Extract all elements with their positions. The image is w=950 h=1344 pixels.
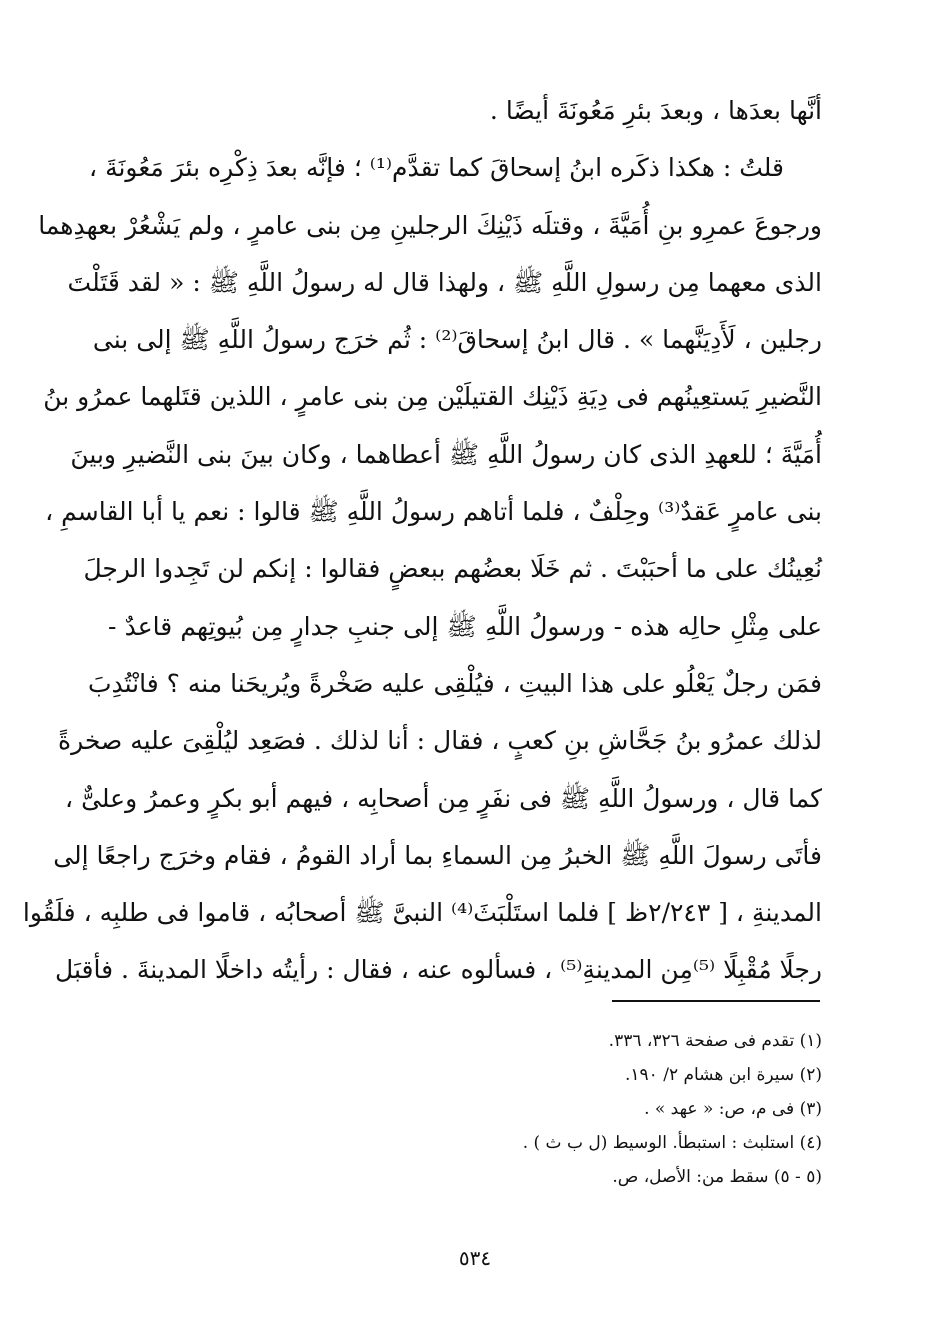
text-line: ورجوعَ عمرِو بنِ أُمَيَّةَ ، وقتلَه ذَيْنِكَ الرجلينِ مِن بنى عامرٍ ، ولم يَشْعُرْ بعهدِهما [38, 210, 822, 240]
text-line: رجلًا مُقْبِلًا ⁽⁵⁾مِن المدينةِ⁽⁵⁾ ، فسألوه عنه ، فقال : رأيتُه داخلًا المدينةَ . فأقبَل [55, 955, 822, 985]
footnote-separator [612, 1000, 820, 1002]
footnote: (٣) فى م، ص: « عهد » . [644, 1099, 822, 1119]
text-line: فأتَى رسولَ اللَّهِ ﷺ الخبرُ مِن السماءِ بما أراد القومُ ، فقام وخرَج راجعًا إلى [53, 840, 822, 870]
text-line: فمَن رجلٌ يَعْلُو على هذا البيتِ ، فيُلْقِى عليه صَخْرةً ويُريحَنا منه ؟ فانْتُدِبَ [87, 668, 822, 698]
footnote: (١) تقدم فى صفحة ٣٢٦، ٣٣٦. [608, 1031, 822, 1051]
text-line: نُعِينُك على ما أحبَبْتَ . ثم خَلَا بعضُهم ببعضٍ فقالوا : إنكم لن تَجِدوا الرجلَ [83, 554, 822, 584]
text-line: أُمَيَّةَ ؛ للعهدِ الذى كان رسولُ اللَّهِ ﷺ أعطاهما ، وكان بينَ بنى النَّضيرِ وبينَ [70, 439, 822, 469]
text-line: المدينةِ ، [ ٢/٢٤٣ظ ] فلما استَلْبَثَ⁽⁴⁾ النبىَّ ﷺ أصحابُه ، قاموا فى طلبِه ، فلَقُوا [22, 898, 822, 928]
text-line: رجلين ، لَأَدِيَنَّهما » . قال ابنُ إسحاقَ⁽²⁾ : ثُم خرَج رسولُ اللَّهِ ﷺ إلى بنى [92, 325, 822, 355]
text-line: لذلك عمرُو بنُ جَحَّاشِ بنِ كعبٍ ، فقال : أنا لذلك . فصَعِد ليُلْقِىَ عليه صخرةً [58, 726, 822, 756]
footnote: (٥ - ٥) سقط من: الأصل، ص. [612, 1167, 822, 1187]
text-line: بنى عامرٍ عَقدٌ⁽³⁾ وحِلْفٌ ، فلما أتاهم رسولُ اللَّهِ ﷺ قالوا : نعم يا أبا القاسمِ ، [45, 497, 822, 527]
text-line: أنَّها بعدَها ، وبعدَ بئرِ مَعُونَةَ أيضًا . [489, 96, 822, 125]
page-number: ٥٣٤ [458, 1246, 492, 1270]
footnote: (٤) استلبث : استبطأ. الوسيط (ل ب ث ) . [522, 1133, 822, 1153]
footnote: (٢) سيرة ابن هشام ٢/ ١٩٠. [624, 1065, 822, 1085]
text-line: قلتُ : هكذا ذكَره ابنُ إسحاقَ كما تقدَّم⁽¹⁾ ؛ فإنَّه بعدَ ذِكْرِه بئرَ مَعُونَةَ ، [89, 153, 784, 183]
text-line: الذى معهما مِن رسولِ اللَّهِ ﷺ ، ولهذا قال له رسولُ اللَّهِ ﷺ : « لقد قَتَلْتَ [67, 267, 822, 297]
main-text [22, 82, 822, 999]
text-line: كما قال ، ورسولُ اللَّهِ ﷺ فى نفَرٍ مِن أصحابِه ، فيهم أبو بكرٍ وعمرُ وعلىٌّ ، [65, 783, 822, 813]
text-line: النَّضيرِ يَستعِينُهم فى دِيَةِ ذَيْنِك القتيلَيْن مِن بنى عامرٍ ، اللذين قتَلهما عمرُو بنُ [43, 382, 822, 412]
footnotes [420, 1024, 822, 1194]
text-line: على مِثْلِ حالِه هذه - ورسولُ اللَّهِ ﷺ إلى جنبِ جدارٍ مِن بُيوتِهم قاعدٌ - [108, 611, 822, 641]
